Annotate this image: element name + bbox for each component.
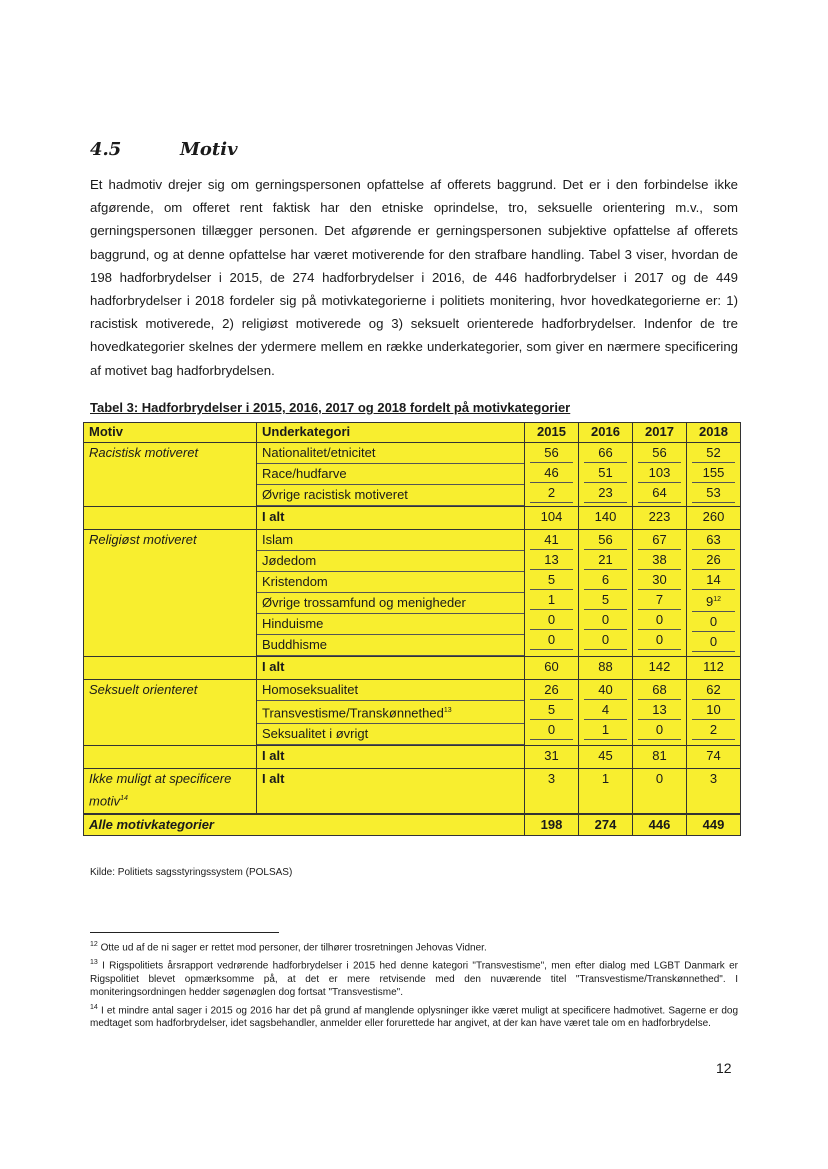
cell-value: 40 (584, 680, 627, 700)
cell-value: 0 (692, 632, 735, 652)
year-values (525, 529, 579, 656)
category-label-with-footnote (84, 769, 257, 815)
cell-value-text: 45 (598, 748, 613, 764)
cell-value: 14 (692, 570, 735, 590)
footnote-ref: 12 (713, 595, 722, 603)
cell-value-text: 142 (648, 658, 671, 674)
subtotal-label (257, 507, 525, 530)
cell-value: 0 (638, 610, 681, 630)
cell-value: 62 (692, 680, 735, 700)
year-values (525, 679, 579, 745)
cell-value: 64 (638, 483, 681, 503)
subtotal-label (257, 769, 525, 815)
page-number: 12 (716, 1060, 732, 1076)
subcategory-label-with-footnote (257, 701, 524, 724)
cell-value: 0 (638, 630, 681, 650)
subcategory-label: Øvrige trossamfund og menigheder (257, 593, 524, 614)
footnote-ref: 13 (443, 706, 452, 714)
cell-value: 53 (692, 483, 735, 503)
header-year: 2016 (579, 423, 633, 443)
subcategory-label: Homoseksualitet (257, 680, 524, 701)
subtotal-text: I alt (262, 509, 285, 524)
footnote-ref: 14 (120, 795, 128, 802)
cell-value-with-footnote (692, 590, 735, 612)
category-label: Religiøst motiveret (84, 529, 257, 656)
cell-value: 0 (584, 610, 627, 630)
subtotal-text: I alt (262, 748, 285, 764)
table-caption: Tabel 3: Hadforbrydelser i 2015, 2016, 2017 og 2018 fordelt på motivkategorier (90, 400, 571, 415)
year-values (579, 679, 633, 745)
table-source: Kilde: Politiets sagsstyringssystem (POLSAS) (90, 867, 293, 878)
year-values (687, 443, 741, 507)
cell-value: 13 (638, 700, 681, 720)
cell-value (633, 656, 687, 679)
cell-value: 30 (638, 570, 681, 590)
cell-value: 21 (584, 550, 627, 570)
subcategory-label: Seksualitet i øvrigt (257, 724, 524, 745)
cell-value-text: 0 (655, 771, 664, 786)
header-underkategori: Underkategori (257, 423, 525, 443)
cell-value-text: 9 (705, 594, 714, 610)
cell-value: 51 (584, 463, 627, 483)
cell-value: 56 (584, 530, 627, 550)
subcategory-label: Øvrige racistisk motiveret (257, 485, 524, 506)
footnote (90, 1001, 738, 1030)
cell-value: 5 (530, 700, 573, 720)
cell-value: 68 (638, 680, 681, 700)
cell-value-text: 81 (652, 748, 667, 764)
footnote (90, 938, 738, 954)
year-values (687, 679, 741, 745)
cell-value-text: 198 (540, 817, 563, 832)
cell-value-text: 112 (703, 658, 724, 674)
footnote-mark: 12 (90, 941, 98, 948)
cell-value: 26 (530, 680, 573, 700)
table-total-row (84, 656, 741, 679)
year-values (633, 443, 687, 507)
subcategory-label: Jødedom (257, 551, 524, 572)
cell-value-text: 88 (598, 658, 613, 674)
cell-value: 155 (692, 463, 735, 483)
cell-value-text: 31 (544, 748, 559, 764)
cell-value: 13 (530, 550, 573, 570)
category-label: Seksuelt orienteret (84, 679, 257, 745)
table-total-row (84, 746, 741, 769)
cell-value: 46 (530, 463, 573, 483)
subtotal-text: I alt (262, 658, 285, 674)
cell-value (633, 746, 687, 769)
cell-value: 0 (530, 610, 573, 630)
cell-value (687, 814, 741, 836)
cell-value-text: 260 (702, 509, 725, 524)
cell-value (633, 769, 687, 815)
cell-value (687, 746, 741, 769)
cell-value: 56 (530, 443, 573, 463)
subcategory-label: Islam (257, 530, 524, 551)
table-total-row (84, 507, 741, 530)
cell-value: 1 (584, 720, 627, 740)
empty-cell (84, 746, 257, 769)
cell-value: 4 (584, 700, 627, 720)
year-values (579, 443, 633, 507)
cell-value (687, 507, 741, 530)
subcategory-list (257, 679, 525, 745)
cell-value-text: 446 (648, 817, 671, 832)
footnote-mark: 14 (90, 1003, 98, 1011)
cell-value: 56 (638, 443, 681, 463)
category-text: Ikke muligt at specificere motiv (89, 771, 232, 809)
cell-value: 0 (530, 720, 573, 740)
empty-cell (84, 507, 257, 530)
cell-value: 67 (638, 530, 681, 550)
subtotal-text: I alt (262, 771, 285, 786)
cell-value (525, 814, 579, 836)
cell-value: 1 (530, 590, 573, 610)
cell-value: 63 (692, 530, 735, 550)
subcategory-label: Kristendom (257, 572, 524, 593)
cell-value: 23 (584, 483, 627, 503)
year-values (579, 529, 633, 656)
header-year: 2015 (525, 423, 579, 443)
cell-value-text: 1 (601, 771, 610, 786)
header-year: 2017 (633, 423, 687, 443)
grand-total-label: Alle motivkategorier (84, 814, 525, 836)
cell-value-text: 223 (648, 509, 671, 524)
header-motiv: Motiv (84, 423, 257, 443)
cell-value (525, 769, 579, 815)
cell-value: 0 (638, 720, 681, 740)
subtotal-label (257, 746, 525, 769)
table-group-racistisk (84, 443, 741, 507)
cell-value (687, 769, 741, 815)
cell-value: 103 (638, 463, 681, 483)
cell-value (525, 746, 579, 769)
cell-value (633, 507, 687, 530)
cell-value: 66 (584, 443, 627, 463)
cell-value (579, 656, 633, 679)
cell-value: 26 (692, 550, 735, 570)
cell-value (579, 769, 633, 815)
subcategory-list (257, 443, 525, 507)
year-values (633, 679, 687, 745)
cell-value (579, 507, 633, 530)
table-grand-total-row (84, 814, 741, 836)
cell-value: 0 (692, 612, 735, 632)
cell-value-text: 3 (709, 771, 718, 786)
cell-value (525, 507, 579, 530)
cell-value: 5 (530, 570, 573, 590)
subcategory-label: Hinduisme (257, 614, 524, 635)
year-values (633, 529, 687, 656)
cell-value-text: 74 (706, 748, 721, 764)
section-title: Motiv (180, 139, 238, 160)
subcategory-text: Transvestisme/Transkønnethed (262, 705, 444, 721)
table-group-religioest (84, 529, 741, 656)
cell-value: 0 (584, 630, 627, 650)
subcategory-label: Buddhisme (257, 635, 524, 656)
cell-value-text: 140 (594, 509, 617, 524)
cell-value: 7 (638, 590, 681, 610)
footnote-text: I et mindre antal sager i 2015 og 2016 har det på grund af manglende oplysninger ikke været muligt at specificere hadmotivet. Sagerne er dog medtaget som hadforbrydelser, idet sagsbehandler, anmelder eller forurettede har angivet, at der kan have været tale om en hadforbrydelse. (90, 1004, 739, 1029)
cell-value: 10 (692, 700, 735, 720)
subcategory-label: Race/hudfarve (257, 464, 524, 485)
footnotes (90, 938, 738, 1032)
cell-value: 2 (692, 720, 735, 740)
footnote (90, 956, 738, 998)
cell-value-text: 274 (594, 817, 617, 832)
cell-value (579, 746, 633, 769)
cell-value: 2 (530, 483, 573, 503)
cell-value (579, 814, 633, 836)
cell-value-text: 60 (544, 658, 559, 674)
cell-value-text: 449 (702, 817, 725, 832)
cell-value: 0 (530, 630, 573, 650)
cell-value: 52 (692, 443, 735, 463)
table-group-seksuelt (84, 679, 741, 745)
section-number: 4.5 (90, 139, 122, 160)
subtotal-label (257, 656, 525, 679)
category-label: Racistisk motiveret (84, 443, 257, 507)
year-values (525, 443, 579, 507)
header-year: 2018 (687, 423, 741, 443)
subcategory-label: Nationalitet/etnicitet (257, 443, 524, 464)
section-heading (90, 139, 238, 160)
body-paragraph: Et hadmotiv drejer sig om gerningspersonen opfattelse af offerets baggrund. Det er i den forbindelse ikke afgørende, om offeret rent faktisk har den etniske oprindelse, tro, seksuelle orientering m.v., som gerningspersonen tillægger personen. Det afgørende er gerningspersonen subjektive opfattelse af offerets baggrund, og at denne opfattelse har været motiverende for den strafbare handling. Tabel 3 viser, hvordan de 198 hadforbrydelser i 2015, de 274 hadforbrydelser i 2016, de 446 hadforbrydelser i 2017 og de 449 hadforbrydelser i 2018 fordeler sig på motivkategorierne i politiets monitering, hvor hovedkategorierne er: 1) racistisk motiverede, 2) religiøst motiverede og 3) seksuelt orienterede hadforbrydelser. Indenfor de tre hovedkategorier skelnes der ydermere mellem en række underkategorier, som giver en nærmere specificering af motivet bag hadforbrydelsen. (90, 177, 738, 378)
cell-value-text: 3 (547, 771, 556, 786)
table-group-ikke-muligt (84, 769, 741, 815)
cell-value (633, 814, 687, 836)
subcategory-list (257, 529, 525, 656)
cell-value: 6 (584, 570, 627, 590)
cell-value: 38 (638, 550, 681, 570)
cell-value-text: 104 (540, 509, 563, 524)
footnote-mark: 13 (90, 959, 98, 967)
footnote-text: Otte ud af de ni sager er rettet mod personer, der tilhører trosretningen Jehovas Vidner. (100, 942, 487, 954)
footnote-divider (90, 932, 279, 933)
cell-value: 41 (530, 530, 573, 550)
table-header-row (84, 423, 741, 443)
footnote-text: I Rigspolitiets årsrapport vedrørende hadforbrydelser i 2015 hed denne kategori "Transvestisme", men efter dialog med LGBT Danmark er Rigspolitiet blevet opmærksomme på, at det er mere retvisende med den nuværende titel "Transvestisme/Transkønnethed". I moniteringsordningen hedder søgenøglen dog fortsat "Transvestisme". (90, 960, 738, 998)
cell-value (687, 656, 741, 679)
cell-value (525, 656, 579, 679)
motive-table (83, 422, 741, 836)
empty-cell (84, 656, 257, 679)
cell-value: 5 (584, 590, 627, 610)
year-values (687, 529, 741, 656)
